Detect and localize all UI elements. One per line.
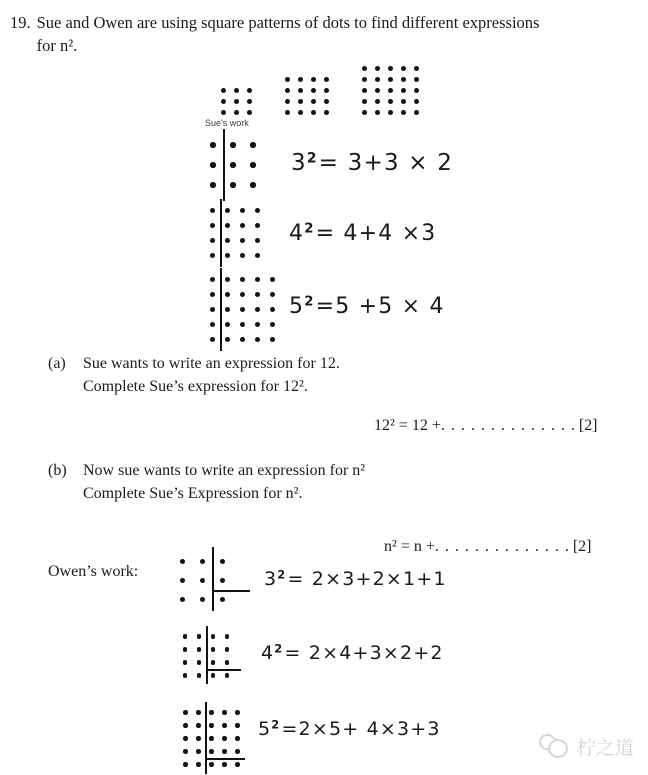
dot [221,88,226,93]
dot [225,660,230,665]
part-a-line-2: Complete Sue’s expression for 12². [83,377,308,395]
dot [270,307,275,312]
dot [311,110,316,115]
dot [247,88,252,93]
divider-vline [212,547,214,611]
dot [183,749,188,754]
dot [196,736,201,741]
dot [414,110,419,115]
dot [209,762,214,767]
dot [311,88,316,93]
dot [225,647,230,652]
dot [225,322,230,327]
dot [401,99,406,104]
dot [285,88,290,93]
dot [298,88,303,93]
dot [324,88,329,93]
dot [211,660,216,665]
question-header [10,11,539,57]
dot [255,223,260,228]
dot [255,307,260,312]
sue-equation-4 [289,221,436,246]
eq-rhs: = 3+3 × 2 [318,150,454,176]
dot [221,99,226,104]
dot [324,110,329,115]
dot [180,578,185,583]
dot [401,88,406,93]
dot [414,99,419,104]
dot [235,749,240,754]
dot [362,110,367,115]
dot [247,99,252,104]
dot [298,99,303,104]
eq-exponent: 2 [274,641,284,656]
dot [180,559,185,564]
owen-diagram-5x5 [179,706,244,771]
question-text [37,11,540,57]
dot [255,292,260,297]
dot-square-3x3 [217,85,256,118]
eq-rhs: =5 +5 × 4 [315,294,445,319]
eq-exponent: 2 [304,294,315,310]
dot [324,77,329,82]
dot [209,749,214,754]
owen-equation-4 [261,642,444,664]
dot [210,223,215,228]
question-number: 19. [10,13,31,32]
eq-base: 3 [291,150,307,176]
owen-diagram-4x4 [178,630,234,682]
dot [234,110,239,115]
eq-base: 3 [264,568,278,590]
dot [240,208,245,213]
part-b-line-2: Complete Sue’s Expression for n². [83,484,303,502]
eq-exponent: 2 [304,221,315,237]
dot [225,208,230,213]
dot [388,77,393,82]
dot [240,307,245,312]
dot [196,723,201,728]
divider-hline [212,590,250,592]
dot [270,277,275,282]
dot [235,723,240,728]
dot [270,322,275,327]
owen-diagram-3x3 [172,552,232,609]
dot [240,223,245,228]
dot [255,322,260,327]
dot [414,88,419,93]
answer-a-marks: [2] [578,417,598,434]
sue-diagram-5x5 [205,272,280,347]
eq-exponent: 2 [277,567,287,582]
dot [222,736,227,741]
dot [250,162,256,168]
dot [180,597,185,602]
divider-vline [220,199,222,267]
divider-hline [206,669,241,671]
dot [183,660,188,665]
dot [298,110,303,115]
dot [414,77,419,82]
divider-hline [205,758,245,760]
dot [222,762,227,767]
part-b-text [83,460,365,505]
dot [240,277,245,282]
dot [210,292,215,297]
part-a [48,353,340,398]
sue-diagram-4x4 [205,203,265,263]
dot [183,710,188,715]
dot [298,77,303,82]
dot [240,322,245,327]
answer-b-blank: . . . . . . . . . . . . . . [434,538,570,555]
dot [200,597,205,602]
part-b-line-1: Now sue wants to write an expression for n² [83,462,366,479]
eq-base: 5 [289,294,305,319]
divider-vline [206,626,208,684]
sue-work-label: Sue's work [205,118,249,128]
dot [210,307,215,312]
owen-dots-3x3 [172,552,232,609]
eq-base: 4 [289,221,305,246]
dot [210,162,216,168]
answer-a-blank: . . . . . . . . . . . . . . [440,417,576,434]
dot [222,749,227,754]
dot-square-5x5 [358,63,423,118]
dot [250,142,256,148]
dot [375,99,380,104]
answer-a-lhs: 12² = 12 + [374,417,441,434]
sue-equation-3 [291,150,453,176]
sue-equation-5 [289,294,445,319]
dot [225,223,230,228]
eq-rhs: = 2×3+2×1+1 [287,568,447,590]
part-b [48,460,365,505]
eq-rhs: = 2×4+3×2+2 [284,642,444,664]
dot [240,292,245,297]
dot [210,208,215,213]
dot [225,277,230,282]
dot [375,66,380,71]
dot [225,307,230,312]
dot [183,723,188,728]
dot [209,710,214,715]
dot [234,88,239,93]
dot [388,99,393,104]
dot [230,182,236,188]
eq-base: 5 [258,718,272,740]
dot [362,88,367,93]
owen-equation-3 [264,568,447,590]
dot [324,99,329,104]
eq-rhs: = 4+4 ×3 [315,221,437,246]
dot [362,66,367,71]
dot-squares-row [217,56,423,118]
dot [270,337,275,342]
dot [401,110,406,115]
dot [210,337,215,342]
eq-exponent: 2 [306,150,318,167]
dot [225,253,230,258]
dot [197,660,202,665]
dot [222,710,227,715]
dot [235,710,240,715]
dot [388,88,393,93]
dot [210,182,216,188]
answer-b-lhs: n² = n + [384,538,435,555]
dot [220,578,225,583]
dot [230,142,236,148]
dot [183,673,188,678]
eq-base: 4 [261,642,275,664]
dot-square-4x4 [281,74,333,118]
dot [225,337,230,342]
dot [255,208,260,213]
dot [225,292,230,297]
part-b-label: (b) [48,462,67,479]
dot [200,578,205,583]
dot [210,142,216,148]
dot [210,253,215,258]
dot [210,238,215,243]
dot [255,253,260,258]
dot [222,723,227,728]
dot [197,673,202,678]
question-line-1: Sue and Owen are using square patterns of dots to find different expressions [36,13,540,32]
dot [270,292,275,297]
owen-equation-5 [258,718,441,740]
dot [285,77,290,82]
dot [414,66,419,71]
question-line-2: for n². [36,36,78,55]
dot [225,673,230,678]
dot [220,559,225,564]
dot [221,110,226,115]
dot [255,337,260,342]
dot [209,723,214,728]
owen-work-label: Owen’s work: [48,563,139,580]
answer-b-marks: [2] [572,538,592,555]
watermark-text: 柠之道 [577,736,635,759]
dot [196,710,201,715]
divider-vline [205,702,207,774]
dot [240,253,245,258]
dot [388,110,393,115]
dot [311,99,316,104]
dot [209,736,214,741]
dot [210,277,215,282]
dot [200,559,205,564]
dot [401,66,406,71]
dot [225,238,230,243]
logo-circle-large [548,739,568,758]
dot [375,77,380,82]
dot [197,634,202,639]
dot [240,238,245,243]
watermark [538,732,634,760]
dot [311,77,316,82]
dot [362,99,367,104]
dot [220,597,225,602]
part-a-line-1: Sue wants to write an expression for 12. [83,355,340,372]
dot [197,647,202,652]
sue-dots-3x3 [203,135,263,195]
dot [210,322,215,327]
dot [247,110,252,115]
dot [285,99,290,104]
dot [235,736,240,741]
dot [250,182,256,188]
dot [375,110,380,115]
lemon-logo-icon [538,732,570,760]
part-a-label: (a) [48,355,66,372]
dot [375,88,380,93]
owen-dots-5x5 [179,706,244,771]
dot [235,762,240,767]
sue-diagram-3x3 [203,135,263,195]
sue-dots-5x5 [205,272,280,347]
part-a-answer-line [374,417,598,435]
sue-dots-4x4 [205,203,265,263]
dot [211,673,216,678]
dot [255,238,260,243]
divider-vline [220,268,222,351]
dot [183,634,188,639]
dot [255,277,260,282]
eq-exponent: 2 [271,717,281,732]
dot [230,162,236,168]
dot [196,762,201,767]
dot [240,337,245,342]
dot [401,77,406,82]
dot [183,647,188,652]
dot [388,66,393,71]
part-a-text [83,353,340,398]
dot [196,749,201,754]
part-b-answer-line [384,538,592,556]
eq-rhs: =2×5+ 4×3+3 [281,718,441,740]
dot [211,634,216,639]
dot [285,110,290,115]
dot [183,762,188,767]
dot [362,77,367,82]
dot [225,634,230,639]
dot [234,99,239,104]
dot [183,736,188,741]
dot [211,647,216,652]
divider-vline [223,129,225,201]
